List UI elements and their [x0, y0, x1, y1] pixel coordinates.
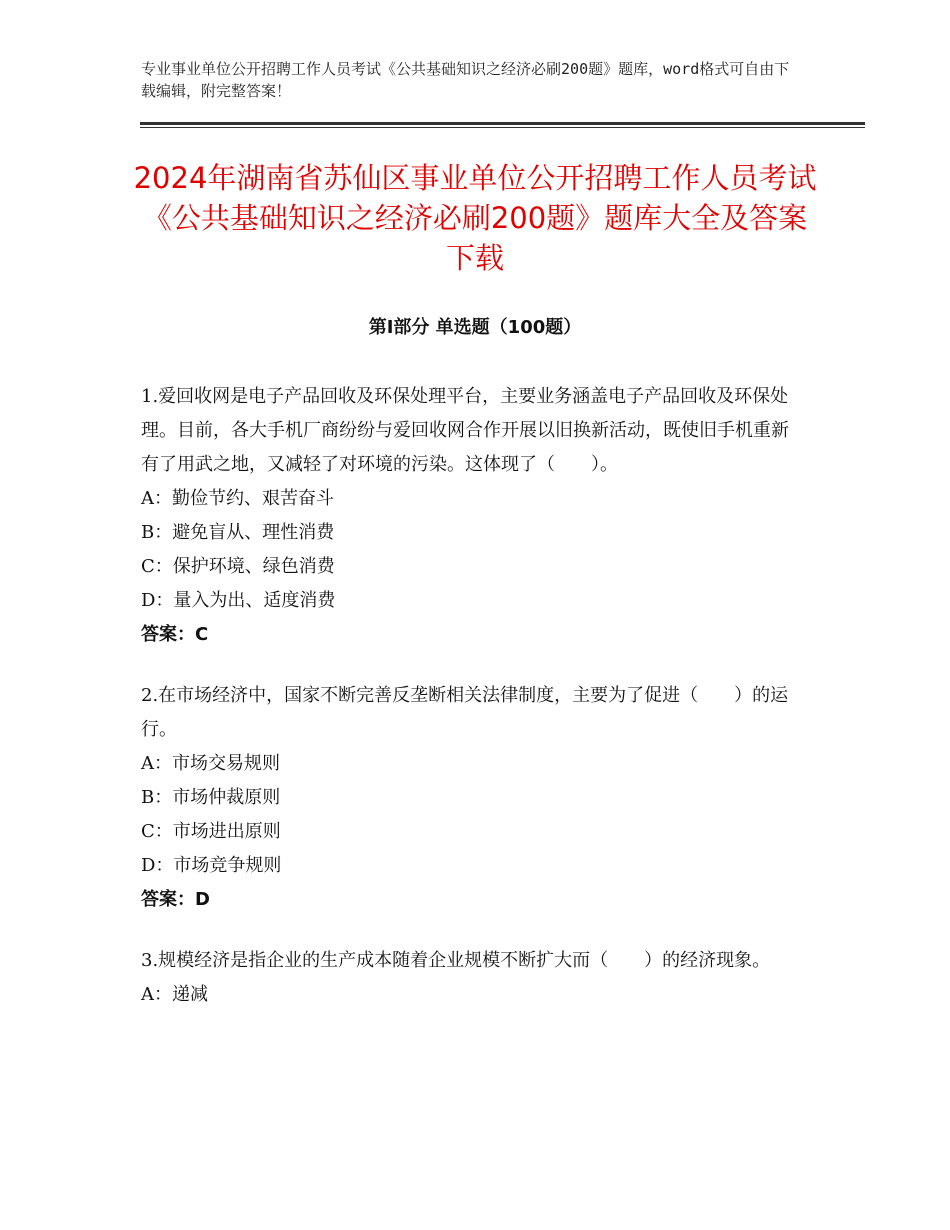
question-2-option-c: C：市场进出原则	[141, 821, 281, 842]
question-3-option-a: A：递减	[141, 984, 208, 1005]
question-1-text: 1.爱回收网是电子产品回收及环保处理平台，主要业务涵盖电子产品回收及环保处理。目前，各大手机厂商纷纷与爱回收网合作开展以旧换新活动，既使旧手机重新有了用武之地，又减轻了对环境的污染。这体现了（ ）。	[141, 386, 789, 475]
header-note: 专业事业单位公开招聘工作人员考试《公共基础知识之经济必刷200题》题库，word格式可自由下载编辑，附完整答案！	[141, 60, 790, 100]
question-2-answer: 答案：D	[141, 889, 210, 910]
question-1-option-b: B：避免盲从、理性消费	[141, 522, 335, 543]
header-rule-thick	[140, 122, 865, 125]
question-3-text: 3.规模经济是指企业的生产成本随着企业规模不断扩大而（ ）的经济现象。	[141, 950, 771, 971]
question-list	[141, 380, 806, 1039]
question-1-option-c: C：保护环境、绿色消费	[141, 556, 335, 577]
section-title: 第Ⅰ部分 单选题（100题）	[368, 317, 582, 338]
header-rule-thin	[140, 127, 865, 128]
question-1-option-a: A：勤俭节约、艰苦奋斗	[141, 488, 334, 509]
question-2	[141, 679, 806, 917]
question-1	[141, 380, 806, 652]
question-1-option-d: D：量入为出、适度消费	[141, 590, 336, 611]
question-2-text: 2.在市场经济中，国家不断完善反垄断相关法律制度，主要为了促进（ ）的运行。	[141, 685, 789, 740]
question-2-option-b: B：市场仲裁原则	[141, 787, 281, 808]
document-title: 2024年湖南省苏仙区事业单位公开招聘工作人员考试《公共基础知识之经济必刷200题》题库大全及答案下载	[133, 161, 817, 275]
question-2-option-a: A：市场交易规则	[141, 753, 280, 774]
question-1-answer: 答案：C	[141, 624, 209, 645]
question-2-option-d: D：市场竞争规则	[141, 855, 282, 876]
question-3	[141, 944, 806, 1012]
